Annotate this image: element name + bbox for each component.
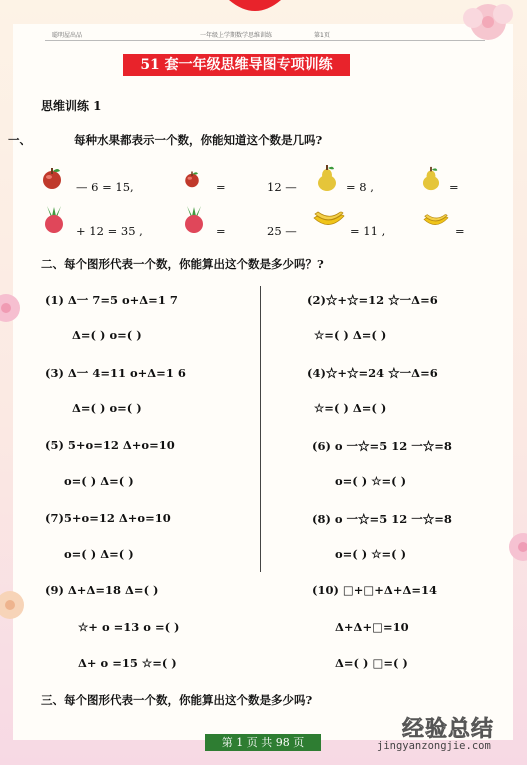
problem-9-line1: (9) Δ+Δ=18 Δ=( ) xyxy=(45,583,159,597)
eq3-part1: + 12 = 35 , xyxy=(76,224,143,238)
radish-icon xyxy=(39,204,69,234)
problem-7-answer: o=( ) Δ=( ) xyxy=(64,547,134,561)
part1-number: 一、 xyxy=(8,133,31,147)
page-title: 51 套一年级思维导图专项训练 xyxy=(123,54,350,76)
problem-2-answer: ☆=( ) Δ=( ) xyxy=(314,328,387,342)
problem-7-question: (7)5+o=12 Δ+o=10 xyxy=(45,511,171,525)
problem-6-answer: o=( ) ☆=( ) xyxy=(335,474,407,488)
flower-decoration-top-right xyxy=(448,0,527,60)
problem-3-answer: Δ=( ) o=( ) xyxy=(72,401,142,415)
problem-4-question: (4)☆+☆=24 ☆一Δ=6 xyxy=(307,366,438,380)
flower-decoration-left xyxy=(0,288,22,330)
problem-1-answer: Δ=( ) o=( ) xyxy=(72,328,142,342)
part2-instruction: 二、每个图形代表一个数，你能算出这个数是多少吗？? xyxy=(41,257,324,271)
banana-icon xyxy=(312,210,346,230)
watermark-url: jingyanzongjie.com xyxy=(377,740,491,752)
eq1-equals: = xyxy=(216,180,226,194)
problem-10-line1: (10) □+□+Δ+Δ=14 xyxy=(312,583,438,597)
header-course: 一年级上学期数学思维训练 xyxy=(200,32,273,39)
header-rule xyxy=(45,40,485,41)
problem-5-answer: o=( ) Δ=( ) xyxy=(64,474,134,488)
header-page: 第1页 xyxy=(314,32,330,39)
eq2-part1: 12 — xyxy=(267,180,297,194)
eq2-equals: = xyxy=(449,180,459,194)
problem-8-question: (8) o 一☆=5 12 一☆=8 xyxy=(312,512,452,526)
eq4-equals: = xyxy=(455,224,465,238)
radish-icon xyxy=(179,204,209,234)
problem-4-answer: ☆=( ) Δ=( ) xyxy=(314,401,387,415)
problem-10-line2: Δ+Δ+□=10 xyxy=(335,620,409,634)
part1-instruction: 每种水果都表示一个数，你能知道这个数是几吗? xyxy=(74,133,323,147)
problem-8-answer: o=( ) ☆=( ) xyxy=(335,547,407,561)
eq3-equals: = xyxy=(216,224,226,238)
watermark-logo-text: 经验总结 xyxy=(402,717,495,742)
problem-1-question: (1) Δ一 7=5 o+Δ=1 7 xyxy=(45,293,178,307)
eq4-part1: 25 — xyxy=(267,224,297,238)
flower-decoration-left-bottom xyxy=(0,585,30,625)
page-number-footer: 第 1 页 共 98 页 xyxy=(205,734,321,751)
problem-9-line3: Δ+ o =15 ☆=( ) xyxy=(78,656,177,670)
section-title: 思维训练 1 xyxy=(41,99,102,113)
problem-9-line2: ☆+ o =13 o =( ) xyxy=(78,620,180,634)
problem-2-question: (2)☆+☆=12 ☆一Δ=6 xyxy=(307,293,438,307)
pear-icon xyxy=(421,166,441,191)
apple-icon xyxy=(183,170,201,188)
problem-3-question: (3) Δ一 4=11 o+Δ=1 6 xyxy=(45,366,186,380)
banana-icon xyxy=(422,213,450,229)
pear-icon xyxy=(316,164,338,192)
header-publisher: 聪明屋出品 xyxy=(52,32,83,39)
flower-decoration-right xyxy=(505,525,527,585)
red-bow-icon xyxy=(225,0,285,14)
problem-6-question: (6) o 一☆=5 12 一☆=8 xyxy=(312,439,452,453)
eq4-part2: = 11 , xyxy=(350,224,386,238)
problem-10-line3: Δ=( ) □=( ) xyxy=(335,656,408,670)
column-divider xyxy=(260,286,261,572)
apple-icon xyxy=(40,166,64,190)
part3-instruction: 三、每个图形代表一个数，你能算出这个数是多少吗? xyxy=(41,693,313,707)
eq2-part2: = 8 , xyxy=(346,180,374,194)
problem-5-question: (5) 5+o=12 Δ+o=10 xyxy=(45,438,175,452)
eq1-part1: — 6 = 15, xyxy=(76,180,134,194)
